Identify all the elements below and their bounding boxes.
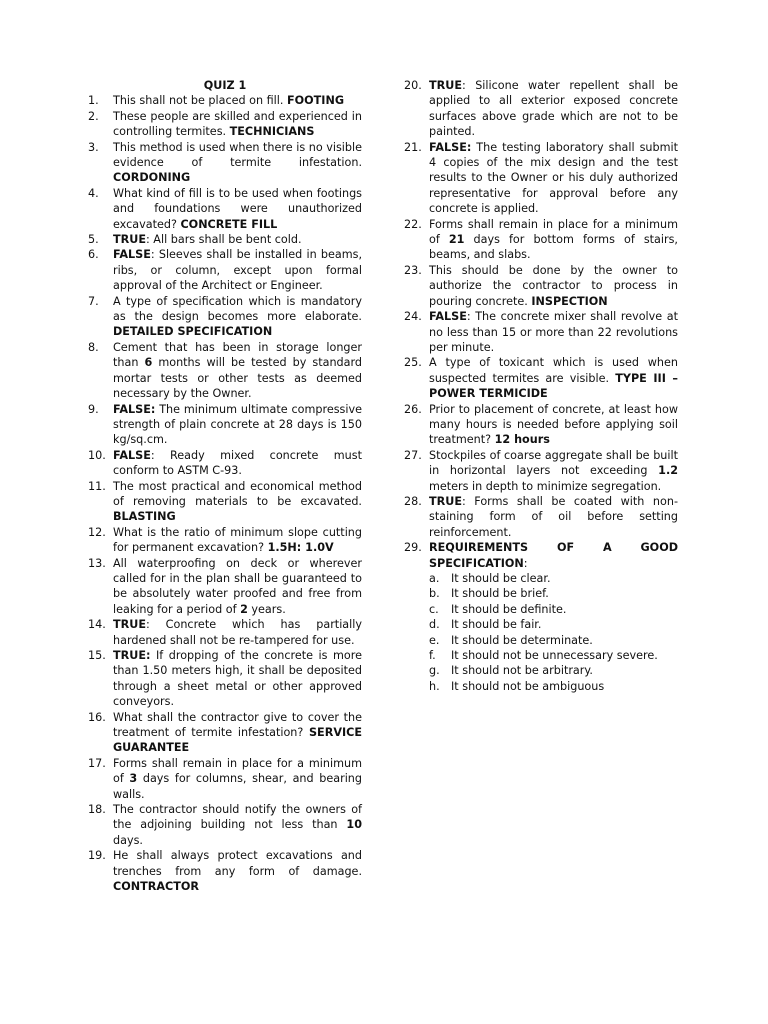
question-segment: This method is used when there is no visible evidence of termite infestation. xyxy=(113,140,362,170)
question-text xyxy=(113,479,362,525)
question-item xyxy=(88,756,362,802)
question-segment: He shall always protect excavations and trenches from any form of damage. xyxy=(113,849,362,878)
question-number: 10. xyxy=(88,448,106,462)
question-text xyxy=(429,78,678,140)
question-segment: What shall the contractor give to cover the treatment of termite infestation? xyxy=(113,710,362,740)
answer-text: FALSE: xyxy=(113,402,156,416)
question-number: 16. xyxy=(88,710,106,724)
question-text xyxy=(113,109,362,140)
requirement-item xyxy=(404,617,678,632)
question-item xyxy=(404,402,678,448)
requirement-item xyxy=(404,602,678,617)
answer-text: TRUE xyxy=(113,618,146,632)
question-segment: : Silicone water repellent shall be applied to all exterior exposed concrete surfaces above grade which are not to be painted. xyxy=(429,79,678,139)
question-item xyxy=(404,540,678,571)
question-number: 21. xyxy=(404,140,422,154)
requirement-letter: b. xyxy=(429,587,440,601)
question-item xyxy=(88,140,362,186)
question-number: 29. xyxy=(404,541,422,555)
question-text xyxy=(429,309,678,355)
question-segment: years. xyxy=(247,602,286,616)
question-text xyxy=(113,448,362,479)
question-list-right xyxy=(404,78,678,571)
requirement-item xyxy=(404,633,678,648)
question-text xyxy=(113,648,362,710)
question-number: 20. xyxy=(404,79,422,92)
question-number: 26. xyxy=(404,402,422,416)
question-item xyxy=(88,848,362,894)
question-item xyxy=(404,263,678,309)
question-segment: : The concrete mixer shall revolve at no less than 15 or more than 22 revolutions per minute. xyxy=(429,310,678,354)
question-number: 18. xyxy=(88,803,106,817)
question-text xyxy=(429,448,678,494)
requirement-text: It should be fair. xyxy=(451,618,542,632)
question-number: 4. xyxy=(88,186,99,200)
requirement-letter: f. xyxy=(429,649,436,663)
question-item xyxy=(88,247,362,293)
question-item xyxy=(404,355,678,401)
question-item xyxy=(88,525,362,556)
question-segment: All waterproofing on deck or wherever called for in the plan shall be guaranteed to be absolutely water proofed and free from leaking for a period of xyxy=(113,556,362,616)
question-item xyxy=(404,494,678,540)
answer-text: 6 xyxy=(144,356,153,370)
question-text xyxy=(429,494,678,540)
question-segment: What is the ratio of minimum slope cutting for permanent excavation? xyxy=(113,525,362,555)
question-segment: months will be tested by standard mortar tests or other tests as deemed necessary by the Owner. xyxy=(113,356,363,401)
question-number: 27. xyxy=(404,448,422,462)
question-item xyxy=(88,232,362,247)
question-text xyxy=(113,340,362,402)
question-segment: A type of specification which is mandatory as the design becomes more elaborate. xyxy=(113,294,362,324)
question-item xyxy=(88,93,362,108)
question-number: 14. xyxy=(88,618,106,632)
question-segment: What kind of fill is to be used when footings and foundations were unauthorized excavated? xyxy=(113,186,362,231)
question-text xyxy=(113,402,362,448)
question-number: 7. xyxy=(88,294,99,308)
question-number: 9. xyxy=(88,402,99,416)
answer-text: TYPE III – POWER TERMICIDE xyxy=(429,371,678,401)
question-item xyxy=(404,140,678,217)
question-text xyxy=(113,525,362,556)
answer-text: 12 hours xyxy=(494,433,550,447)
question-segment: days for bottom forms of stairs, beams, and slabs. xyxy=(429,233,678,262)
question-segment: : xyxy=(523,556,528,570)
question-segment: Forms shall remain in place for a minimum of xyxy=(113,756,362,786)
requirement-text: It should be clear. xyxy=(451,572,551,585)
question-segment: : Sleeves shall be installed in beams, ribs, or column, except upon formal approval of the Architect or Engineer. xyxy=(113,248,362,293)
requirement-text: It should be determinate. xyxy=(451,633,593,647)
question-item xyxy=(404,217,678,263)
requirement-item xyxy=(404,648,678,663)
question-text xyxy=(113,556,362,618)
question-item xyxy=(88,479,362,525)
question-item xyxy=(404,78,678,140)
question-segment: Forms shall remain in place for a minimum of xyxy=(429,217,678,247)
question-segment: Stockpiles of coarse aggregate shall be built in horizontal layers not exceeding xyxy=(429,448,678,478)
question-text xyxy=(113,247,362,293)
question-text xyxy=(429,217,678,263)
answer-text: 1.2 xyxy=(658,464,678,478)
requirement-text: It should not be arbitrary. xyxy=(451,664,593,678)
question-segment: A type of toxicant which is used when suspected termites are visible. xyxy=(429,356,678,385)
question-text xyxy=(429,140,678,217)
answer-text: TRUE xyxy=(429,494,462,508)
answer-text: 2 xyxy=(240,602,248,616)
requirement-text: It should not be ambiguous xyxy=(451,679,605,693)
question-number: 19. xyxy=(88,849,106,863)
question-segment: This should be done by the owner to authorize the contractor to process in pouring concrete. xyxy=(429,263,678,308)
answer-text: CONTRACTOR xyxy=(113,880,199,894)
question-item xyxy=(88,448,362,479)
answer-text: CONCRETE FILL xyxy=(180,217,278,231)
question-item xyxy=(88,648,362,710)
quiz-title: QUIZ 1 xyxy=(203,79,247,92)
question-item xyxy=(88,710,362,756)
question-segment: meters in depth to minimize segregation. xyxy=(429,479,662,493)
requirement-letter: a. xyxy=(429,572,440,585)
answer-text: FALSE xyxy=(113,248,151,262)
question-item xyxy=(88,109,362,140)
question-item xyxy=(88,402,362,448)
question-segment: If dropping of the concrete is more than 1.50 meters high, it shall be deposited through a sheet metal or other approved conveyors. xyxy=(113,649,362,709)
answer-text: FALSE xyxy=(429,310,467,324)
answer-text: CORDONING xyxy=(113,171,191,185)
answer-text: REQUIREMENTS OF A GOOD SPECIFICATION xyxy=(429,541,678,570)
question-text xyxy=(113,756,362,802)
requirement-text: It should be definite. xyxy=(451,602,567,616)
question-segment: Prior to placement of concrete, at least how many hours is needed before applying soil treatment? xyxy=(429,402,678,447)
answer-text: TRUE: xyxy=(113,649,151,663)
question-number: 24. xyxy=(404,310,422,324)
left-column xyxy=(88,78,362,895)
question-number: 2. xyxy=(88,109,99,123)
question-list-left xyxy=(88,93,362,894)
question-segment: days. xyxy=(113,833,143,847)
question-text xyxy=(113,802,362,848)
question-segment: Cement that has been in storage longer than xyxy=(113,340,362,370)
answer-text: TRUE xyxy=(113,233,146,247)
requirement-letter: h. xyxy=(429,679,440,693)
question-number: 25. xyxy=(404,356,422,370)
answer-text: DETAILED SPECIFICATION xyxy=(113,325,273,339)
question-segment: days for columns, shear, and bearing walls. xyxy=(113,772,362,801)
question-item xyxy=(88,294,362,340)
question-number: 6. xyxy=(88,248,99,262)
requirement-item xyxy=(404,679,678,694)
requirement-text: It should be brief. xyxy=(451,587,549,601)
question-segment: : Concrete which has partially hardened shall not be re-tampered for use. xyxy=(113,618,362,647)
answer-text: FOOTING xyxy=(287,94,345,108)
question-number: 17. xyxy=(88,756,106,770)
requirement-text: It should not be unnecessary severe. xyxy=(451,649,658,663)
answer-text: INSPECTION xyxy=(531,294,608,308)
answer-text: 3 xyxy=(129,772,138,786)
question-text xyxy=(113,186,362,232)
question-number: 28. xyxy=(404,494,422,508)
question-text xyxy=(113,294,362,340)
question-number: 15. xyxy=(88,649,106,663)
requirement-item xyxy=(404,571,678,586)
question-text xyxy=(113,93,362,108)
question-item xyxy=(404,309,678,355)
question-number: 13. xyxy=(88,556,106,570)
question-number: 22. xyxy=(404,217,422,231)
question-number: 12. xyxy=(88,525,106,539)
answer-text: 21 xyxy=(448,233,465,247)
question-number: 23. xyxy=(404,263,422,277)
right-column xyxy=(404,78,678,694)
question-segment: : Forms shall be coated with non-staining form of oil before setting reinforcement. xyxy=(429,494,678,539)
requirement-letter: c. xyxy=(429,602,439,616)
answer-text: 1.5H: 1.0V xyxy=(267,541,334,555)
requirement-item xyxy=(404,586,678,601)
question-segment: The most practical and economical method of removing materials to be excavated. xyxy=(113,479,362,508)
answer-text: FALSE: xyxy=(429,140,472,154)
question-segment: : Ready mixed concrete must conform to ASTM C-93. xyxy=(113,448,362,478)
question-text xyxy=(429,540,678,571)
question-text xyxy=(113,848,362,894)
question-text xyxy=(113,232,362,247)
requirements-list xyxy=(404,571,678,694)
question-text xyxy=(113,710,362,756)
question-segment: The testing laboratory shall submit 4 copies of the mix design and the test results to the Owner or his duly authorized representative for approval before any concrete is applied. xyxy=(429,140,678,216)
question-item xyxy=(88,186,362,232)
question-text xyxy=(429,355,678,401)
question-segment: The contractor should notify the owners of the adjoining building not less than xyxy=(113,803,362,832)
question-segment: This shall not be placed on fill. xyxy=(113,94,288,108)
requirement-letter: g. xyxy=(429,664,440,678)
question-segment: The minimum ultimate compressive strength of plain concrete at 28 days is 150 kg/sq.cm. xyxy=(113,402,362,447)
question-text xyxy=(113,617,362,648)
answer-text: TECHNICIANS xyxy=(229,125,315,139)
requirement-letter: d. xyxy=(429,618,440,632)
answer-text: BLASTING xyxy=(113,510,176,524)
question-number: 1. xyxy=(88,94,99,108)
question-item xyxy=(88,617,362,648)
question-item xyxy=(88,802,362,848)
question-text xyxy=(113,140,362,186)
answer-text: FALSE xyxy=(113,448,151,462)
question-number: 3. xyxy=(88,140,99,154)
answer-text: SERVICE GUARANTEE xyxy=(113,726,362,755)
question-item xyxy=(88,556,362,618)
question-segment: : All bars shall be bent cold. xyxy=(145,233,302,247)
requirement-letter: e. xyxy=(429,633,440,647)
question-text xyxy=(429,402,678,448)
question-number: 5. xyxy=(88,233,99,247)
question-segment: These people are skilled and experienced in controlling termites. xyxy=(113,109,362,139)
answer-text: TRUE xyxy=(429,79,462,92)
requirement-item xyxy=(404,663,678,678)
question-text xyxy=(429,263,678,309)
question-item xyxy=(404,448,678,494)
question-number: 8. xyxy=(88,340,99,354)
question-item xyxy=(88,340,362,402)
question-number: 11. xyxy=(88,479,106,493)
answer-text: 10 xyxy=(346,818,362,832)
